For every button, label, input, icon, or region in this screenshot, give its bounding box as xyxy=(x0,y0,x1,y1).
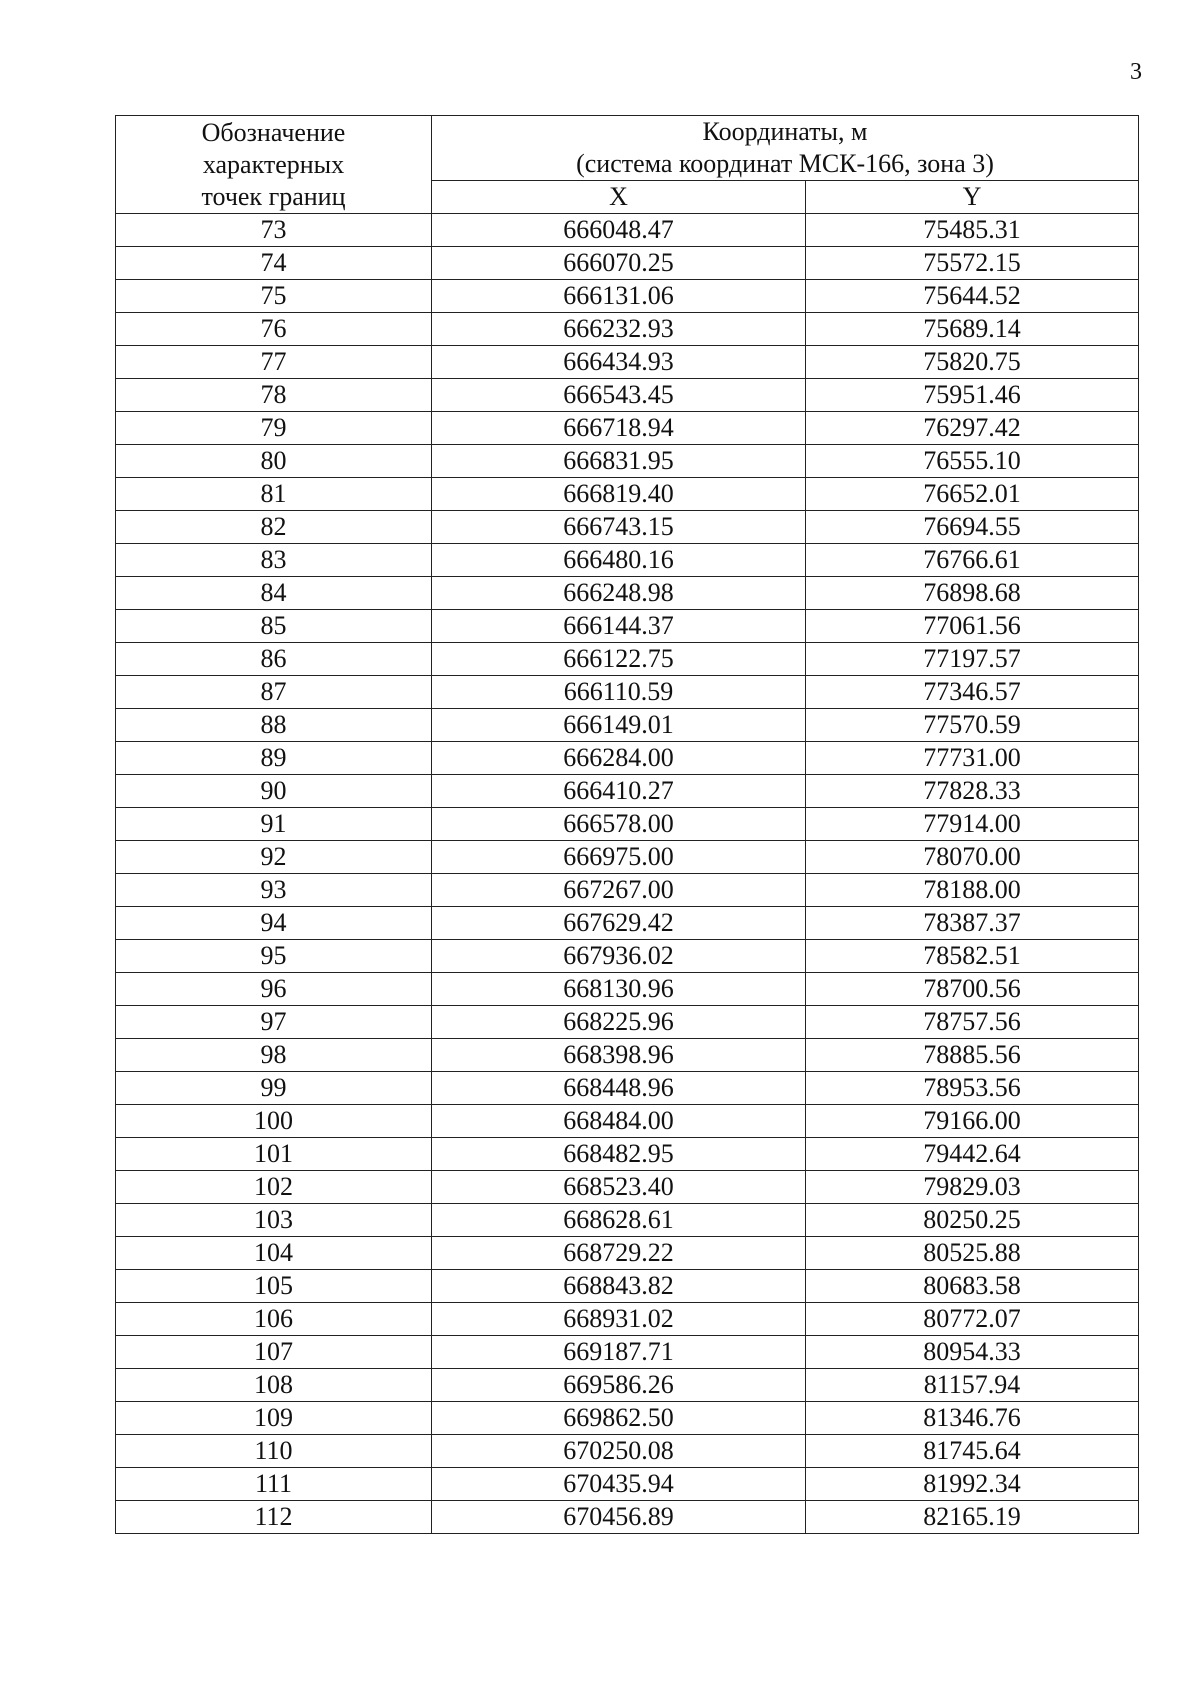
point-number-cell: 111 xyxy=(116,1468,432,1501)
point-number-cell: 74 xyxy=(116,247,432,280)
y-coordinate-cell: 80954.33 xyxy=(806,1336,1139,1369)
y-coordinate-cell: 81157.94 xyxy=(806,1369,1139,1402)
table-row xyxy=(116,1336,1139,1369)
coordinates-header xyxy=(432,116,1139,181)
coordinates-table xyxy=(115,115,1139,1534)
table-row xyxy=(116,346,1139,379)
x-coordinate-cell: 666070.25 xyxy=(432,247,806,280)
point-number-cell: 92 xyxy=(116,841,432,874)
y-coordinate-cell: 79829.03 xyxy=(806,1171,1139,1204)
table-row xyxy=(116,808,1139,841)
x-coordinate-cell: 666149.01 xyxy=(432,709,806,742)
x-coordinate-cell: 666578.00 xyxy=(432,808,806,841)
table-row xyxy=(116,1501,1139,1534)
x-coordinate-cell: 666144.37 xyxy=(432,610,806,643)
table-row xyxy=(116,478,1139,511)
table-row xyxy=(116,1006,1139,1039)
point-number-cell: 104 xyxy=(116,1237,432,1270)
x-coordinate-cell: 670435.94 xyxy=(432,1468,806,1501)
y-coordinate-cell: 79442.64 xyxy=(806,1138,1139,1171)
point-number-cell: 90 xyxy=(116,775,432,808)
table-row xyxy=(116,1468,1139,1501)
point-number-cell: 85 xyxy=(116,610,432,643)
point-number-cell: 100 xyxy=(116,1105,432,1138)
point-number-cell: 80 xyxy=(116,445,432,478)
table-row xyxy=(116,1039,1139,1072)
x-coordinate-cell: 666543.45 xyxy=(432,379,806,412)
point-number-cell: 86 xyxy=(116,643,432,676)
x-coordinate-cell: 669187.71 xyxy=(432,1336,806,1369)
point-number-cell: 83 xyxy=(116,544,432,577)
table-row xyxy=(116,511,1139,544)
point-number-cell: 75 xyxy=(116,280,432,313)
y-coordinate-cell: 76898.68 xyxy=(806,577,1139,610)
y-coordinate-cell: 77731.00 xyxy=(806,742,1139,775)
point-number-cell: 81 xyxy=(116,478,432,511)
y-coordinate-cell: 76555.10 xyxy=(806,445,1139,478)
y-coordinate-cell: 79166.00 xyxy=(806,1105,1139,1138)
x-coordinate-cell: 667936.02 xyxy=(432,940,806,973)
table-row xyxy=(116,643,1139,676)
point-number-cell: 102 xyxy=(116,1171,432,1204)
table-row xyxy=(116,544,1139,577)
y-coordinate-cell: 76297.42 xyxy=(806,412,1139,445)
point-number-cell: 91 xyxy=(116,808,432,841)
table-row xyxy=(116,1435,1139,1468)
table-row xyxy=(116,973,1139,1006)
y-coordinate-cell: 77197.57 xyxy=(806,643,1139,676)
table-row xyxy=(116,1204,1139,1237)
x-coordinate-cell: 668130.96 xyxy=(432,973,806,1006)
x-coordinate-cell: 666975.00 xyxy=(432,841,806,874)
table-row xyxy=(116,874,1139,907)
x-coordinate-cell: 668398.96 xyxy=(432,1039,806,1072)
x-coordinate-cell: 668482.95 xyxy=(432,1138,806,1171)
table-row xyxy=(116,1171,1139,1204)
point-number-cell: 97 xyxy=(116,1006,432,1039)
point-label-line: Обозначение xyxy=(201,117,346,147)
x-coordinate-cell: 668931.02 xyxy=(432,1303,806,1336)
table-row xyxy=(116,1270,1139,1303)
point-number-cell: 89 xyxy=(116,742,432,775)
point-number-cell: 88 xyxy=(116,709,432,742)
point-number-cell: 95 xyxy=(116,940,432,973)
table-row xyxy=(116,1105,1139,1138)
table-row xyxy=(116,214,1139,247)
point-label-line: точек границ xyxy=(201,181,346,211)
x-coordinate-cell: 668523.40 xyxy=(432,1171,806,1204)
table-row xyxy=(116,412,1139,445)
table-row xyxy=(116,1402,1139,1435)
point-number-cell: 84 xyxy=(116,577,432,610)
point-designation-header xyxy=(116,116,432,214)
x-coordinate-cell: 666718.94 xyxy=(432,412,806,445)
table-row xyxy=(116,379,1139,412)
x-coordinate-cell: 666232.93 xyxy=(432,313,806,346)
x-coordinate-cell: 668448.96 xyxy=(432,1072,806,1105)
table-row xyxy=(116,1369,1139,1402)
table-header xyxy=(116,116,1139,214)
y-coordinate-cell: 80772.07 xyxy=(806,1303,1139,1336)
y-coordinate-cell: 80525.88 xyxy=(806,1237,1139,1270)
x-coordinate-cell: 666831.95 xyxy=(432,445,806,478)
y-coordinate-cell: 78070.00 xyxy=(806,841,1139,874)
table-row xyxy=(116,841,1139,874)
point-number-cell: 79 xyxy=(116,412,432,445)
y-coordinate-cell: 75572.15 xyxy=(806,247,1139,280)
table-row xyxy=(116,313,1139,346)
table-row xyxy=(116,1138,1139,1171)
y-coordinate-cell: 78885.56 xyxy=(806,1039,1139,1072)
y-coordinate-cell: 75951.46 xyxy=(806,379,1139,412)
coords-label-line: (система координат МСК-166, зона 3) xyxy=(576,149,994,178)
x-coordinate-cell: 666131.06 xyxy=(432,280,806,313)
table-row xyxy=(116,1072,1139,1105)
y-coordinate-cell: 75820.75 xyxy=(806,346,1139,379)
x-coordinate-cell: 670250.08 xyxy=(432,1435,806,1468)
x-coordinate-cell: 667267.00 xyxy=(432,874,806,907)
table-row xyxy=(116,1237,1139,1270)
point-number-cell: 112 xyxy=(116,1501,432,1534)
point-number-cell: 94 xyxy=(116,907,432,940)
point-number-cell: 73 xyxy=(116,214,432,247)
x-coordinate-cell: 666284.00 xyxy=(432,742,806,775)
y-coordinate-cell: 75644.52 xyxy=(806,280,1139,313)
point-number-cell: 106 xyxy=(116,1303,432,1336)
x-coordinate-cell: 669862.50 xyxy=(432,1402,806,1435)
y-coordinate-cell: 77061.56 xyxy=(806,610,1139,643)
x-coordinate-cell: 666480.16 xyxy=(432,544,806,577)
y-coordinate-cell: 78582.51 xyxy=(806,940,1139,973)
x-coordinate-cell: 666122.75 xyxy=(432,643,806,676)
table-row xyxy=(116,907,1139,940)
y-coordinate-cell: 82165.19 xyxy=(806,1501,1139,1534)
point-number-cell: 103 xyxy=(116,1204,432,1237)
table-row xyxy=(116,610,1139,643)
y-column-header: Y xyxy=(806,181,1139,214)
x-coordinate-cell: 668225.96 xyxy=(432,1006,806,1039)
point-number-cell: 99 xyxy=(116,1072,432,1105)
y-coordinate-cell: 77346.57 xyxy=(806,676,1139,709)
y-coordinate-cell: 78953.56 xyxy=(806,1072,1139,1105)
y-coordinate-cell: 81346.76 xyxy=(806,1402,1139,1435)
x-coordinate-cell: 668628.61 xyxy=(432,1204,806,1237)
x-coordinate-cell: 666110.59 xyxy=(432,676,806,709)
y-coordinate-cell: 77570.59 xyxy=(806,709,1139,742)
y-coordinate-cell: 78188.00 xyxy=(806,874,1139,907)
y-coordinate-cell: 77828.33 xyxy=(806,775,1139,808)
x-coordinate-cell: 668843.82 xyxy=(432,1270,806,1303)
x-column-header: X xyxy=(432,181,806,214)
x-coordinate-cell: 668484.00 xyxy=(432,1105,806,1138)
y-coordinate-cell: 76766.61 xyxy=(806,544,1139,577)
point-number-cell: 96 xyxy=(116,973,432,1006)
table-row xyxy=(116,445,1139,478)
page-number: 3 xyxy=(1130,59,1142,85)
point-number-cell: 107 xyxy=(116,1336,432,1369)
x-coordinate-cell: 667629.42 xyxy=(432,907,806,940)
y-coordinate-cell: 78700.56 xyxy=(806,973,1139,1006)
table-row xyxy=(116,247,1139,280)
table-row xyxy=(116,742,1139,775)
table-row xyxy=(116,940,1139,973)
point-number-cell: 105 xyxy=(116,1270,432,1303)
y-coordinate-cell: 81992.34 xyxy=(806,1468,1139,1501)
point-number-cell: 78 xyxy=(116,379,432,412)
table-row xyxy=(116,280,1139,313)
x-coordinate-cell: 669586.26 xyxy=(432,1369,806,1402)
table-row xyxy=(116,775,1139,808)
y-coordinate-cell: 80250.25 xyxy=(806,1204,1139,1237)
x-coordinate-cell: 666819.40 xyxy=(432,478,806,511)
table-row xyxy=(116,676,1139,709)
y-coordinate-cell: 76694.55 xyxy=(806,511,1139,544)
y-coordinate-cell: 81745.64 xyxy=(806,1435,1139,1468)
x-coordinate-cell: 670456.89 xyxy=(432,1501,806,1534)
x-coordinate-cell: 666248.98 xyxy=(432,577,806,610)
point-number-cell: 98 xyxy=(116,1039,432,1072)
y-coordinate-cell: 78387.37 xyxy=(806,907,1139,940)
point-number-cell: 82 xyxy=(116,511,432,544)
x-coordinate-cell: 666434.93 xyxy=(432,346,806,379)
point-number-cell: 109 xyxy=(116,1402,432,1435)
x-coordinate-cell: 668729.22 xyxy=(432,1237,806,1270)
table-row xyxy=(116,1303,1139,1336)
point-number-cell: 101 xyxy=(116,1138,432,1171)
table-row xyxy=(116,577,1139,610)
table-row xyxy=(116,709,1139,742)
y-coordinate-cell: 78757.56 xyxy=(806,1006,1139,1039)
point-number-cell: 93 xyxy=(116,874,432,907)
table-body xyxy=(116,214,1139,1534)
point-number-cell: 108 xyxy=(116,1369,432,1402)
x-coordinate-cell: 666048.47 xyxy=(432,214,806,247)
point-number-cell: 87 xyxy=(116,676,432,709)
point-number-cell: 76 xyxy=(116,313,432,346)
point-number-cell: 110 xyxy=(116,1435,432,1468)
y-coordinate-cell: 80683.58 xyxy=(806,1270,1139,1303)
point-number-cell: 77 xyxy=(116,346,432,379)
point-label-line: характерных xyxy=(202,149,345,179)
x-coordinate-cell: 666743.15 xyxy=(432,511,806,544)
y-coordinate-cell: 77914.00 xyxy=(806,808,1139,841)
y-coordinate-cell: 76652.01 xyxy=(806,478,1139,511)
y-coordinate-cell: 75485.31 xyxy=(806,214,1139,247)
y-coordinate-cell: 75689.14 xyxy=(806,313,1139,346)
coords-label-line: Координаты, м xyxy=(702,117,868,146)
x-coordinate-cell: 666410.27 xyxy=(432,775,806,808)
